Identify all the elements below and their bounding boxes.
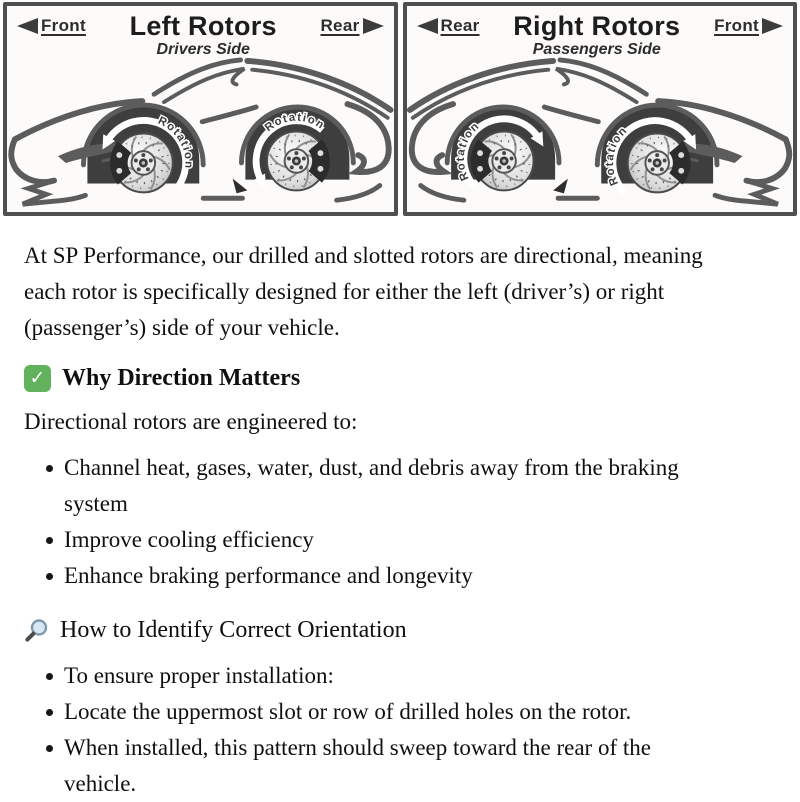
article-body <box>0 218 800 802</box>
right-panel-titles <box>513 13 680 60</box>
front-rotation-label: Rotation <box>603 124 630 188</box>
car-body-sketch <box>11 60 390 204</box>
rear-rotation-label: Rotation <box>262 111 327 135</box>
magnifying-glass-icon <box>24 618 49 643</box>
right-arrow-icon <box>363 18 384 34</box>
left-arrow-icon <box>17 18 38 34</box>
list-item: When installed, this pattern should sweep toward the rear of the vehicle. <box>46 730 708 802</box>
list-item: Channel heat, gases, water, dust, and debris away from the braking system <box>46 450 708 522</box>
right-arrow-icon <box>762 18 783 34</box>
front-direction <box>714 16 783 36</box>
left-car-illustration <box>7 55 394 212</box>
left-panel-subtitle: Drivers Side <box>156 41 250 58</box>
intro-paragraph: At SP Performance, our drilled and slotted rotors are directional, meaning each rotor is specifically designed for either the left (driver’s) or right (passenger’s) side of your vehicle. <box>24 243 703 340</box>
why-direction-heading-text: Why Direction Matters <box>62 365 301 391</box>
left-panel-header <box>17 13 384 60</box>
right-car-illustration <box>407 55 794 212</box>
front-rotation-label: Rotation <box>156 114 195 170</box>
left-rotors-panel <box>3 2 398 216</box>
benefits-list <box>46 450 772 594</box>
right-panel-subtitle: Passengers Side <box>532 41 661 58</box>
rotor-direction-diagram <box>0 0 800 218</box>
right-panel-title: Right Rotors <box>513 11 681 41</box>
why-lead-text: Directional rotors are engineered to: <box>24 409 358 434</box>
left-panel-titles <box>130 13 277 60</box>
list-item: Improve cooling efficiency <box>46 522 708 558</box>
why-direction-heading <box>24 360 772 396</box>
identify-orientation-heading <box>24 612 772 648</box>
right-rotors-panel <box>403 2 798 216</box>
rear-direction <box>417 16 480 36</box>
installation-list <box>46 658 772 802</box>
front-direction <box>17 16 86 36</box>
front-direction-label: Front <box>714 16 759 35</box>
list-item: Enhance braking performance and longevity <box>46 558 708 594</box>
front-direction-label: Front <box>41 16 86 35</box>
left-arrow-icon <box>417 18 438 34</box>
rear-direction-label: Rear <box>320 16 360 35</box>
list-item: To ensure proper installation: <box>46 658 708 694</box>
left-panel-title: Left Rotors <box>129 11 277 41</box>
list-item: Locate the uppermost slot or row of drilled holes on the rotor. <box>46 694 708 730</box>
rear-direction-label: Rear <box>440 16 480 35</box>
rear-rotation-label: Rotation <box>454 119 482 183</box>
rear-direction <box>320 16 383 36</box>
right-panel-header <box>417 13 784 60</box>
check-mark-icon: ✓ <box>24 365 51 392</box>
identify-orientation-heading-text: How to Identify Correct Orientation <box>60 617 407 643</box>
